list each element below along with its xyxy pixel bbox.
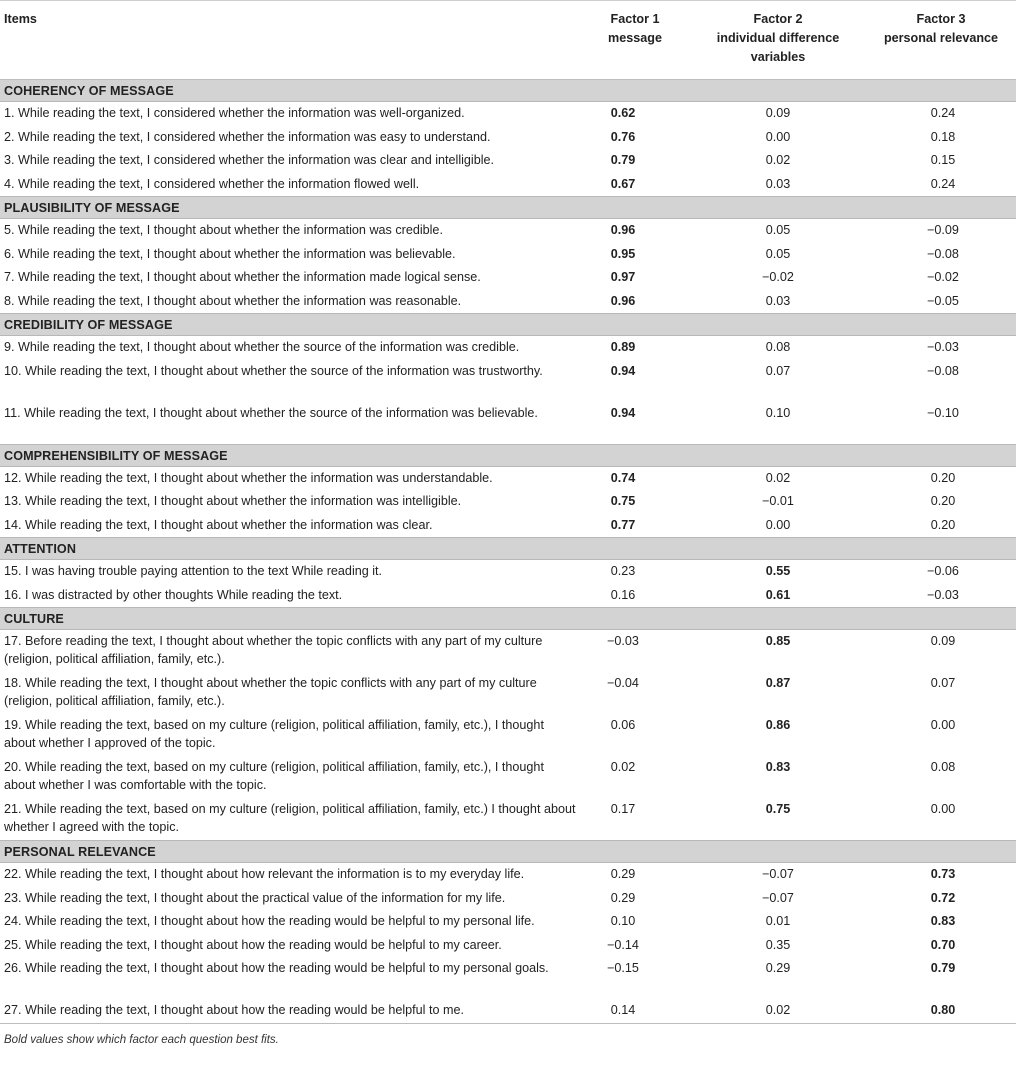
factor-3-value: 0.83 — [930, 914, 956, 928]
section-header-row — [0, 80, 1016, 102]
table-row — [0, 290, 1016, 314]
header-items — [0, 1, 580, 80]
factor-3-value: −0.03 — [927, 587, 959, 602]
factor-1-value: 0.96 — [610, 223, 636, 237]
item-text: 9. While reading the text, I thought about whether the source of the information was credible. — [4, 340, 520, 354]
table-header — [0, 1, 1016, 80]
item-text: 25. While reading the text, I thought about how the reading would be helpful to my career. — [4, 937, 502, 952]
factor-2-value: 0.01 — [765, 914, 791, 928]
table-row — [0, 490, 1016, 514]
header-factor-1-subtitle: message — [608, 31, 662, 45]
section-header-row — [0, 314, 1016, 336]
item-text: 22. While reading the text, I thought about how relevant the information is to my everyday life. — [4, 867, 525, 881]
header-factor-2-subtitle-2: variables — [750, 50, 806, 64]
table-row — [0, 756, 1016, 798]
factor-1-value: 0.23 — [610, 564, 636, 578]
factor-2-value: 0.87 — [765, 676, 791, 690]
table-row — [0, 126, 1016, 150]
factor-2-value: 0.10 — [765, 405, 791, 420]
factor-2-value: 0.05 — [765, 223, 791, 237]
table-row — [0, 266, 1016, 290]
item-text: 10. While reading the text, I thought about whether the source of the information was trustworthy. — [4, 363, 543, 378]
header-factor-1-title: Factor 1 — [610, 12, 660, 26]
factor-1-value: 0.75 — [610, 494, 636, 508]
factor-2-value: 0.55 — [765, 564, 791, 578]
header-factor-3-title: Factor 3 — [916, 12, 966, 26]
factor-1-value: 0.94 — [610, 405, 636, 420]
table-footnote: Bold values show which factor each question best fits. — [4, 1033, 279, 1046]
factor-3-value: 0.80 — [866, 999, 1016, 1023]
section-title: ATTENTION — [0, 538, 1016, 560]
factor-1-value: 0.17 — [610, 802, 636, 816]
factor-3-value: 0.08 — [930, 760, 956, 774]
item-text: 17. Before reading the text, I thought about whether the topic conflicts with any part of my culture (religion, political affiliation, family, etc.). — [4, 634, 543, 666]
table-row — [0, 999, 1016, 1023]
factor-1-value: 0.94 — [610, 363, 636, 378]
table-row — [0, 360, 1016, 402]
item-text: 12. While reading the text, I thought about whether the information was understandable. — [4, 470, 493, 485]
factor-3-value: 0.00 — [930, 802, 956, 816]
item-text: 26. While reading the text, I thought about how the reading would be helpful to my personal goals. — [4, 961, 549, 975]
table-row — [0, 466, 1016, 490]
item-text: 24. While reading the text, I thought about how the reading would be helpful to my personal life. — [4, 914, 535, 928]
factor-1-value: 0.29 — [610, 867, 636, 881]
item-text: 4. While reading the text, I considered whether the information flowed well. — [4, 176, 420, 191]
table-row — [0, 560, 1016, 584]
factor-3-value: 0.73 — [930, 867, 956, 881]
factor-2-value: 0.00 — [765, 129, 791, 144]
factor-3-value: −0.02 — [927, 270, 959, 284]
item-text: 20. While reading the text, based on my culture (religion, political affiliation, family, etc.), I thought about whether I was comfortable with the topic. — [4, 760, 544, 792]
factor-3-value: 0.79 — [930, 961, 956, 975]
table-row — [0, 514, 1016, 538]
factor-1-value: −0.04 — [607, 676, 639, 690]
factor-2-value: −0.02 — [762, 270, 794, 284]
item-text: 5. While reading the text, I thought about whether the information was credible. — [4, 223, 443, 237]
factor-2-value: 0.09 — [765, 106, 791, 120]
header-items-label: Items — [4, 12, 37, 26]
factor-2-value: 0.86 — [765, 718, 791, 732]
factor-2-value: 0.07 — [765, 363, 791, 378]
table-row — [0, 630, 1016, 673]
item-text: 6. While reading the text, I thought about whether the information was believable. — [4, 246, 456, 261]
factor-2-value: 0.75 — [765, 802, 791, 816]
factor-3-value: −0.09 — [927, 223, 959, 237]
factor-1-value: 0.02 — [610, 760, 636, 774]
item-text: 15. I was having trouble paying attention to the text While reading it. — [4, 564, 383, 578]
section-title: CULTURE — [0, 608, 1016, 630]
factor-3-value: −0.08 — [927, 246, 959, 261]
factor-3-value: −0.10 — [927, 405, 959, 420]
item-text: 1. While reading the text, I considered whether the information was well-organized. — [4, 106, 465, 120]
factor-3-value: 0.20 — [930, 517, 956, 532]
section-header-row — [0, 538, 1016, 560]
factor-1-value: 0.97 — [610, 270, 636, 284]
factor-2-value: −0.01 — [762, 494, 794, 508]
table-row — [0, 910, 1016, 934]
factor-1-value: −0.14 — [607, 937, 639, 952]
item-text: 16. I was distracted by other thoughts While reading the text. — [4, 587, 343, 602]
factor-3-value: 0.00 — [930, 718, 956, 732]
section-header-row — [0, 841, 1016, 863]
factor-3-value: 0.07 — [930, 676, 956, 690]
factor-3-value: 0.18 — [930, 129, 956, 144]
header-factor-1 — [580, 1, 690, 80]
factor-3-value: −0.03 — [927, 340, 959, 354]
table-row — [0, 863, 1016, 887]
factor-2-value: 0.29 — [765, 961, 791, 975]
factor-3-value: 0.24 — [930, 176, 956, 191]
factor-3-value: 0.24 — [930, 106, 956, 120]
item-text: 27. While reading the text, I thought about how the reading would be helpful to me. — [0, 999, 580, 1023]
table-row — [0, 934, 1016, 958]
factor-1-value: 0.95 — [610, 246, 636, 261]
factor-1-value: 0.89 — [610, 340, 636, 354]
factor-3-value: −0.05 — [927, 293, 959, 308]
table-row — [0, 149, 1016, 173]
item-text: 14. While reading the text, I thought about whether the information was clear. — [4, 517, 433, 532]
section-title: PERSONAL RELEVANCE — [0, 841, 1016, 863]
item-text: 11. While reading the text, I thought about whether the source of the information was believable. — [4, 405, 538, 420]
factor-2-value: 0.35 — [765, 937, 791, 952]
table-row — [0, 173, 1016, 197]
header-factor-2-subtitle: individual difference — [716, 31, 840, 45]
item-text: 8. While reading the text, I thought about whether the information was reasonable. — [4, 293, 462, 308]
factor-3-value: 0.70 — [930, 937, 956, 952]
factor-1-value: 0.76 — [610, 129, 636, 144]
factor-1-value: 0.67 — [610, 176, 636, 191]
factor-1-value: −0.15 — [607, 961, 639, 975]
table-row — [0, 336, 1016, 360]
factor-2-value: −0.07 — [762, 890, 794, 905]
factor-2-value: 0.02 — [690, 999, 866, 1023]
item-text: 7. While reading the text, I thought about whether the information made logical sense. — [4, 270, 481, 284]
section-title: COMPREHENSIBILITY OF MESSAGE — [0, 444, 1016, 466]
section-header-row — [0, 444, 1016, 466]
factor-2-value: 0.61 — [765, 587, 791, 602]
factor-3-value: 0.09 — [930, 634, 956, 648]
table-row — [0, 798, 1016, 841]
factor-3-value: 0.15 — [930, 153, 956, 167]
section-title: PLAUSIBILITY OF MESSAGE — [0, 197, 1016, 219]
header-factor-2-title: Factor 2 — [753, 12, 803, 26]
factor-1-value: 0.29 — [610, 890, 636, 905]
factor-2-value: 0.83 — [765, 760, 791, 774]
factor-1-value: 0.16 — [610, 587, 636, 602]
table-row — [0, 243, 1016, 267]
factor-2-value: 0.03 — [765, 176, 791, 191]
item-text: 2. While reading the text, I considered whether the information was easy to understand. — [4, 129, 491, 144]
table-row — [0, 887, 1016, 911]
factor-1-value: 0.14 — [580, 999, 690, 1023]
table-row — [0, 219, 1016, 243]
item-text: 21. While reading the text, based on my culture (religion, political affiliation, family, etc.) I thought about whether I agreed with the topic. — [4, 802, 576, 834]
factor-1-value: 0.74 — [610, 470, 636, 485]
item-text: 3. While reading the text, I considered whether the information was clear and intelligible. — [4, 153, 495, 167]
header-factor-3-subtitle: personal relevance — [883, 31, 999, 45]
item-text: 23. While reading the text, I thought about the practical value of the information for my life. — [4, 890, 506, 905]
section-header-row — [0, 608, 1016, 630]
table-row — [0, 672, 1016, 714]
factor-1-value: 0.96 — [610, 293, 636, 308]
table-body — [0, 80, 1016, 1024]
factor-3-value: −0.06 — [927, 564, 959, 578]
item-text: 18. While reading the text, I thought about whether the topic conflicts with any part of my culture (religion, political affiliation, family, etc.). — [4, 676, 537, 708]
factor-2-value: 0.05 — [765, 246, 791, 261]
table-row — [0, 102, 1016, 126]
table-row — [0, 584, 1016, 608]
factor-3-value: 0.72 — [930, 890, 956, 905]
factor-1-value: 0.62 — [610, 106, 636, 120]
factor-2-value: 0.85 — [765, 634, 791, 648]
factor-2-value: 0.00 — [765, 517, 791, 532]
table-row — [0, 402, 1016, 445]
factor-2-value: 0.02 — [765, 470, 791, 485]
table-row — [0, 957, 1016, 999]
header-factor-2 — [690, 1, 866, 80]
factor-1-value: 0.79 — [610, 153, 636, 167]
factor-2-value: 0.08 — [765, 340, 791, 354]
factor-3-value: 0.20 — [930, 494, 956, 508]
item-text: 13. While reading the text, I thought about whether the information was intelligible. — [4, 494, 462, 508]
section-title: COHERENCY OF MESSAGE — [0, 80, 1016, 102]
factor-3-value: −0.08 — [927, 363, 959, 378]
factor-2-value: 0.03 — [765, 293, 791, 308]
factor-3-value: 0.20 — [930, 470, 956, 485]
factor-1-value: 0.06 — [610, 718, 636, 732]
factor-2-value: −0.07 — [762, 867, 794, 881]
item-text: 19. While reading the text, based on my culture (religion, political affiliation, family, etc.), I thought about whether I approved of the topic. — [4, 718, 544, 750]
factor-1-value: −0.03 — [607, 634, 639, 648]
header-factor-3 — [866, 1, 1016, 80]
factor-2-value: 0.02 — [765, 153, 791, 167]
factor-1-value: 0.77 — [610, 517, 636, 532]
factor-1-value: 0.10 — [610, 914, 636, 928]
section-header-row — [0, 197, 1016, 219]
table-row — [0, 714, 1016, 756]
section-title: CREDIBILITY OF MESSAGE — [0, 314, 1016, 336]
